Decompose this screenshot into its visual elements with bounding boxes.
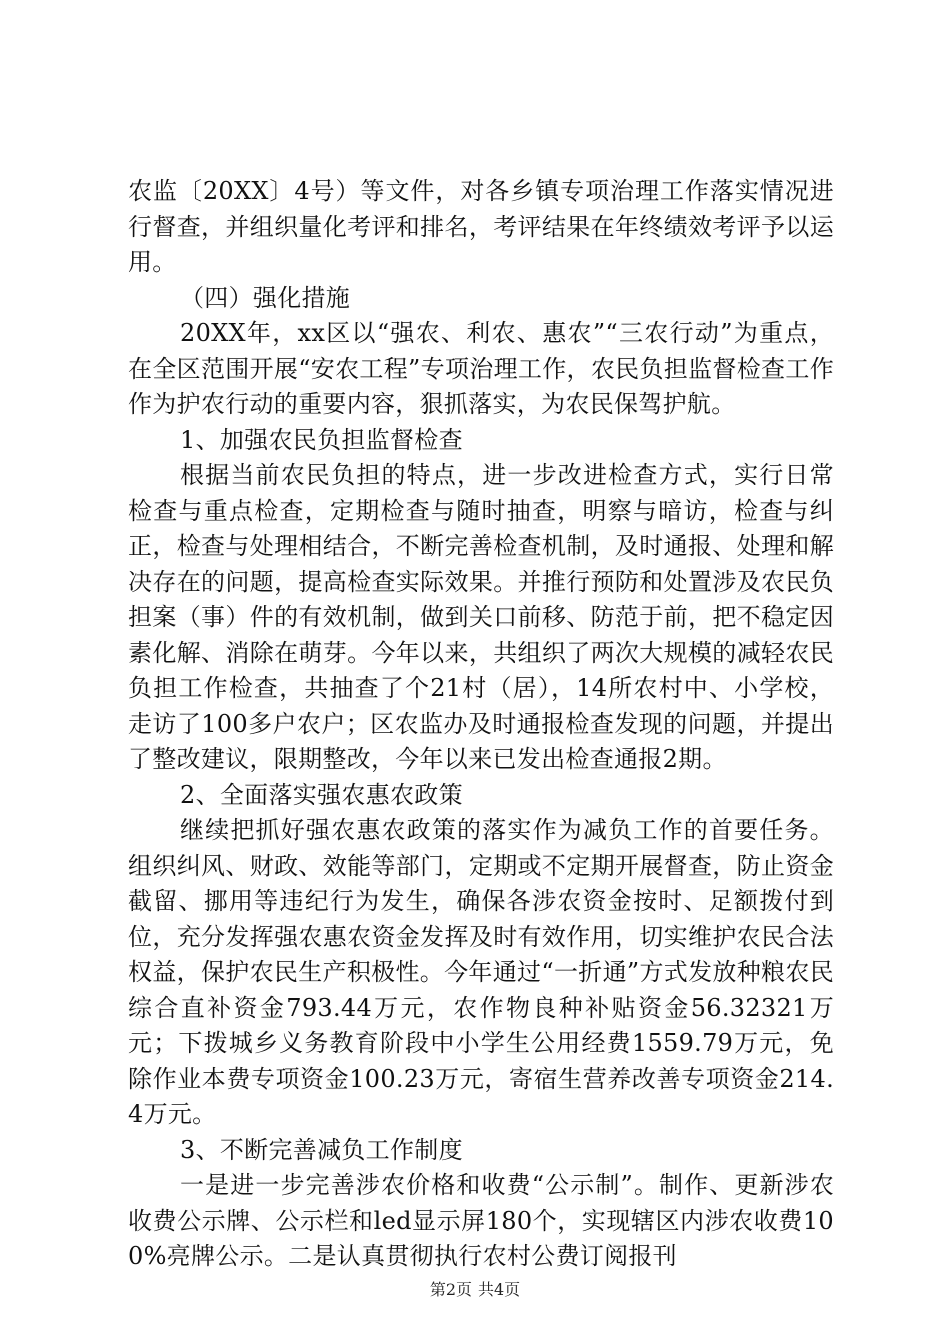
paragraph-continuation: 农监〔20XX〕4号）等文件，对各乡镇专项治理工作落实情况进行督查，并组织量化考评和排名，考评结果在年终绩效考评予以运用。 [128,177,834,276]
paragraph-implement-policies: 继续把抓好强农惠农政策的落实作为减负工作的首要任务。组织纠风、财政、效能等部门，定期或不定期开展督查，防止资金截留、挪用等违纪行为发生，确保各涉农资金按时、足额拨付到位，充分发挥强农惠农资金发挥及时有效作用，切实维护农民合法权益，保护农民生产积极性。今年通过“一折通”方式发放种粮农民综合直补资金793.44万元，农作物良种补贴资金56.32321万元；下拨城乡义务教育阶段中小学生公用经费1559.79万元，免除作业本费专项资金100.23万元，寄宿生营养改善专项资金214.4万元。 [128,816,834,1128]
document-body [128,174,834,1275]
paragraph-intro: 20XX年，xx区以“强农、利农、惠农”“三农行动”为重点，在全区范围开展“安农工程”专项治理工作，农民负担监督检查工作作为护农行动的重要内容，狠抓落实，为农民保驾护航。 [128,319,834,418]
subheading-supervision-inspection: 1、加强农民负担监督检查 [180,425,463,454]
paragraph-supervision-inspection: 根据当前农民负担的特点，进一步改进检查方式，实行日常检查与重点检查，定期检查与随时抽查，明察与暗访，检查与纠正，检查与处理相结合，不断完善检查机制，及时通报、处理和解决存在的问题，提高检查实际效果。并推行预防和处置涉及农民负担案（事）件的有效机制，做到关口前移、防范于前，把不稳定因素化解、消除在萌芽。今年以来，共组织了两次大规模的减轻农民负担工作检查，共抽查了个21村（居），14所农村中、小学校，走访了100多户农户；区农监办及时通报检查发现的问题，并提出了整改建议，限期整改，今年以来已发出检查通报2期。 [128,461,834,773]
subheading-implement-policies: 2、全面落实强农惠农政策 [180,780,463,809]
paragraph-improve-system: 一是进一步完善涉农价格和收费“公示制”。制作、更新涉农收费公示牌、公示栏和led显示屏180个，实现辖区内涉农收费100%亮牌公示。二是认真贯彻执行农村公费订阅报刊 [128,1171,834,1270]
page-footer [0,1279,950,1301]
subheading-improve-system: 3、不断完善减负工作制度 [180,1135,463,1164]
section-heading-strengthen-measures: （四）强化措施 [180,283,351,312]
total-pages: 共4页 [478,1280,521,1299]
page-number: 第2页 [429,1280,472,1299]
